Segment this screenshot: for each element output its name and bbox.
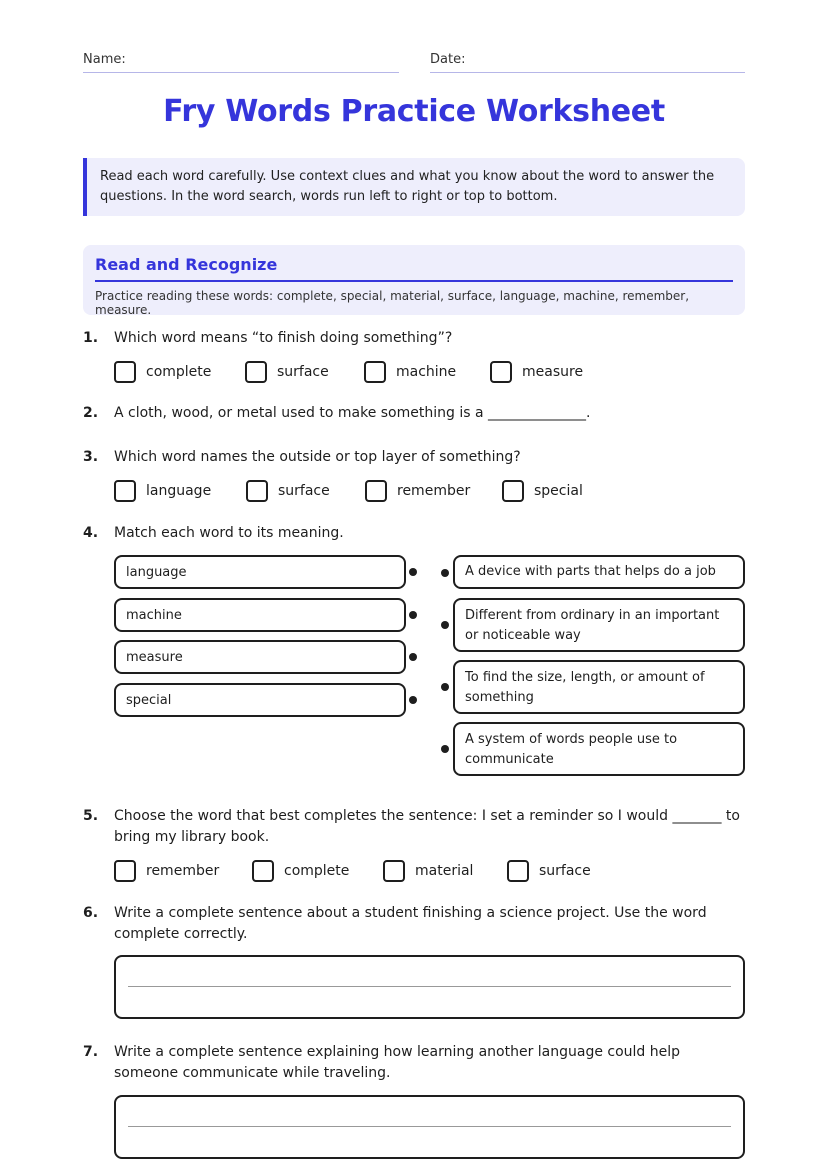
instructions-box: Read each word carefully. Use context clues and what you know about the word to answer the questions. In the word search, words run left to right or top to bottom.	[83, 158, 745, 216]
answer-blank[interactable]: ______________.	[488, 405, 591, 421]
answer-line	[128, 1126, 731, 1127]
question-number: 7.	[83, 1044, 99, 1060]
checkbox[interactable]	[383, 860, 405, 882]
option-label: complete	[146, 364, 212, 380]
match-word[interactable]: language	[114, 555, 406, 589]
answer-line	[128, 986, 731, 987]
option-label: surface	[278, 483, 330, 499]
match-dot-left[interactable]	[409, 696, 417, 704]
question-7	[83, 1042, 745, 1084]
option[interactable]	[507, 859, 591, 883]
question-5	[83, 806, 745, 848]
question-number: 3.	[83, 449, 99, 465]
match-dot-right[interactable]	[441, 621, 449, 629]
match-dot-right[interactable]	[441, 683, 449, 691]
match-dot-right[interactable]	[441, 745, 449, 753]
option-label: complete	[284, 863, 350, 879]
option[interactable]	[246, 479, 330, 503]
question-number: 1.	[83, 330, 99, 346]
option[interactable]	[252, 859, 349, 883]
match-meaning[interactable]: A device with parts that helps do a job	[453, 555, 745, 589]
question-6	[83, 903, 745, 945]
section-read-and-recognize	[83, 245, 745, 315]
match-word[interactable]: machine	[114, 598, 406, 632]
question-text: Match each word to its meaning.	[114, 525, 344, 541]
checkbox[interactable]	[114, 480, 136, 502]
checkbox[interactable]	[245, 361, 267, 383]
checkbox[interactable]	[252, 860, 274, 882]
match-meaning[interactable]: Different from ordinary in an important or noticeable way	[453, 598, 745, 652]
question-text	[114, 403, 745, 424]
option[interactable]	[114, 360, 211, 384]
question-1	[83, 328, 745, 349]
option-label: measure	[522, 364, 584, 380]
checkbox[interactable]	[365, 480, 387, 502]
header-row	[83, 52, 745, 74]
question-number: 4.	[83, 525, 99, 541]
section-subtitle: Practice reading these words: complete, special, material, surface, language, machine, remember, measure.	[95, 289, 690, 317]
option[interactable]	[114, 859, 219, 883]
answer-box[interactable]	[114, 1095, 745, 1159]
option[interactable]	[502, 479, 583, 503]
match-word[interactable]: special	[114, 683, 406, 717]
checkbox[interactable]	[114, 860, 136, 882]
question-4	[83, 523, 745, 544]
checkbox[interactable]	[364, 361, 386, 383]
option-label: surface	[539, 863, 591, 879]
match-dot-left[interactable]	[409, 611, 417, 619]
page-title: Fry Words Practice Worksheet	[163, 94, 665, 129]
checkbox[interactable]	[502, 480, 524, 502]
option[interactable]	[114, 479, 211, 503]
checkbox[interactable]	[246, 480, 268, 502]
option-label: language	[146, 483, 212, 499]
option[interactable]	[490, 360, 583, 384]
option[interactable]	[364, 360, 456, 384]
date-label: Date:	[430, 52, 466, 67]
answer-box[interactable]	[114, 955, 745, 1019]
name-field[interactable]	[83, 52, 399, 73]
question-number: 5.	[83, 808, 99, 824]
checkbox[interactable]	[507, 860, 529, 882]
question-text-main: A cloth, wood, or metal used to make something is a	[114, 405, 484, 421]
match-dot-right[interactable]	[441, 569, 449, 577]
question-text: Write a complete sentence explaining how learning another language could help someone communicate while traveling.	[114, 1044, 681, 1081]
checkbox[interactable]	[114, 361, 136, 383]
match-meaning[interactable]: To find the size, length, or amount of something	[453, 660, 745, 714]
option-label: remember	[397, 483, 471, 499]
date-field[interactable]	[430, 52, 745, 73]
question-2	[83, 403, 745, 424]
option-label: machine	[396, 364, 457, 380]
section-title: Read and Recognize	[95, 255, 733, 282]
name-label: Name:	[83, 52, 126, 67]
option[interactable]	[365, 479, 470, 503]
question-text: Write a complete sentence about a student finishing a science project. Use the word complete correctly.	[114, 905, 707, 942]
question-number: 6.	[83, 905, 99, 921]
question-number: 2.	[83, 405, 99, 421]
option-label: material	[415, 863, 474, 879]
option[interactable]	[383, 859, 473, 883]
option-label: remember	[146, 863, 220, 879]
question-text: Choose the word that best completes the sentence: I set a reminder so I would _______ to bring my library book.	[114, 808, 740, 845]
match-dot-left[interactable]	[409, 653, 417, 661]
option-label: surface	[277, 364, 329, 380]
match-dot-left[interactable]	[409, 568, 417, 576]
option[interactable]	[245, 360, 329, 384]
question-text: Which word means “to finish doing something”?	[114, 330, 453, 346]
option-label: special	[534, 483, 583, 499]
match-word[interactable]: measure	[114, 640, 406, 674]
question-text: Which word names the outside or top layer of something?	[114, 449, 521, 465]
checkbox[interactable]	[490, 361, 512, 383]
match-meaning[interactable]: A system of words people use to communicate	[453, 722, 745, 776]
question-3	[83, 447, 745, 468]
